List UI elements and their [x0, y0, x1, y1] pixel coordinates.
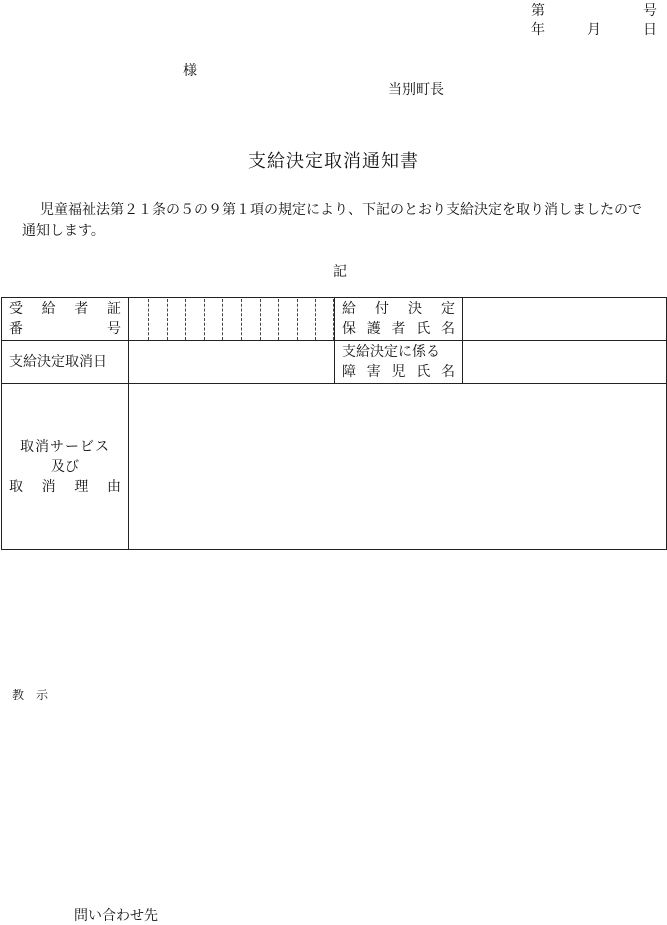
issuer-name: 当別町長	[388, 82, 444, 98]
digit-box[interactable]	[222, 299, 241, 340]
digit-box[interactable]	[167, 299, 186, 340]
table-row	[2, 384, 667, 550]
contact-heading: 問い合わせ先	[74, 908, 158, 924]
document-date-line	[531, 19, 657, 39]
digit-box[interactable]	[204, 299, 223, 340]
service-reason-label: 取消サービス 及び 取 消 理 由	[2, 384, 129, 550]
table-row	[2, 341, 667, 384]
service-reason-field[interactable]	[129, 384, 667, 550]
digit-box[interactable]	[241, 299, 260, 340]
guardian-name-field[interactable]	[463, 298, 667, 341]
number-prefix: 第	[531, 3, 545, 19]
body-paragraph: 児童福祉法第２１条の５の９第１項の規定により、下記のとおり支給決定を取り消しましたので通知します。	[22, 202, 642, 239]
guardian-name-label: 給 付 決 定 保 護 者 氏 名	[335, 298, 463, 341]
recipient-number-digit-boxes	[129, 299, 334, 340]
addressee-suffix: 様	[183, 63, 197, 79]
recipient-number-label: 受 給 者 証 番 号	[2, 298, 129, 341]
number-suffix: 号	[643, 3, 657, 19]
date-day: 日	[643, 22, 657, 38]
cancel-date-field[interactable]	[129, 341, 335, 384]
digit-box[interactable]	[185, 299, 204, 340]
document-number-line	[531, 0, 657, 20]
table-row	[2, 298, 667, 341]
child-name-label: 支給決定に係る 障 害 児 氏 名	[335, 341, 463, 384]
date-month: 月	[587, 22, 601, 38]
document-title: 支給決定取消通知書	[248, 151, 419, 172]
child-name-field[interactable]	[463, 341, 667, 384]
instruction-heading: 教 示	[12, 688, 49, 702]
digit-box[interactable]	[297, 299, 316, 340]
date-year: 年	[531, 22, 545, 38]
record-mark: 記	[333, 264, 347, 280]
digit-box[interactable]	[278, 299, 297, 340]
digit-box[interactable]	[148, 299, 167, 340]
recipient-number-field[interactable]	[129, 298, 335, 341]
digit-box[interactable]	[315, 299, 334, 340]
digit-box[interactable]	[260, 299, 279, 340]
cancellation-form-table	[1, 297, 667, 550]
cancel-date-label: 支給決定取消日	[2, 341, 129, 384]
